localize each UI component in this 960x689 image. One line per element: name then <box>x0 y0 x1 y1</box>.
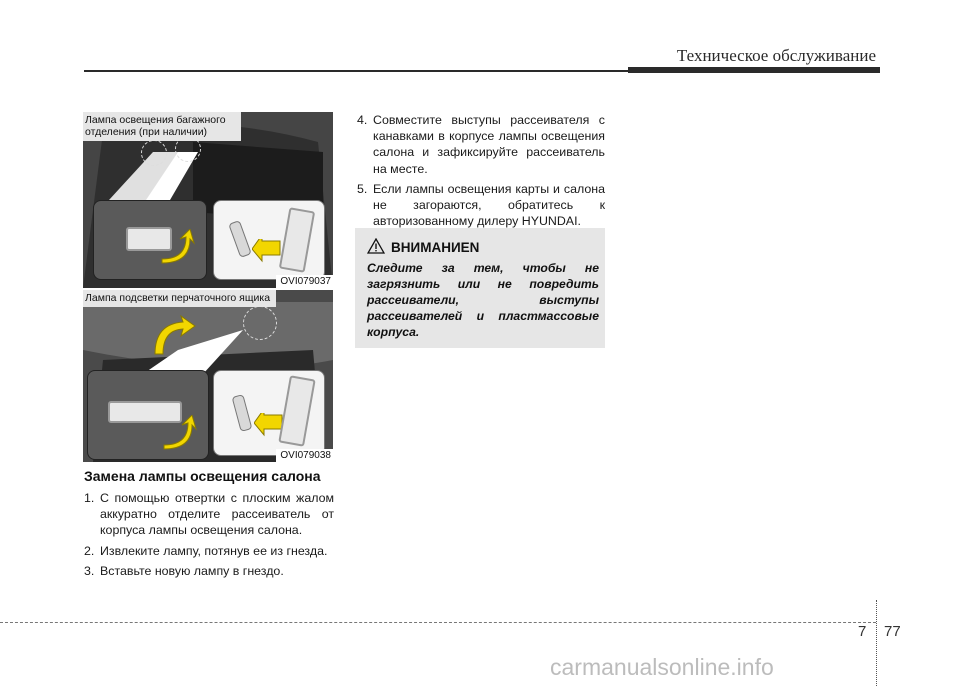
lamp-closeup-inset <box>87 370 209 460</box>
curved-arrow-icon <box>156 229 196 265</box>
festoon-bulb <box>228 220 252 258</box>
page-number-separator <box>876 600 877 686</box>
lamp-housing <box>279 207 315 273</box>
list-item <box>357 112 605 177</box>
list-item <box>84 490 334 539</box>
step-text: С помощью отвертки с плоским жалом аккуратно отделите рассеиватель от корпуса лампы освещения салона. <box>100 491 334 538</box>
steps-list-right <box>357 112 605 233</box>
bulb-diagram-inset <box>213 200 325 280</box>
lamp-closeup-inset <box>93 200 207 280</box>
warning-triangle-icon <box>367 238 385 254</box>
figure-label: Лампа подсветки перчаточного ящика <box>83 290 276 307</box>
bulb-diagram-inset <box>213 370 325 456</box>
step-text: Извлеките лампу, потянув ее из гнезда. <box>100 543 328 558</box>
header-bar <box>628 67 880 73</box>
step-number: 5. <box>357 181 368 196</box>
step-text: Совместите выступы рассеивателя с канавками в корпусе лампы освещения салона и зафиксируйте рассеиватель на месте. <box>373 113 605 176</box>
caution-title: ВНИМАНИЕN <box>391 240 480 255</box>
section-heading: Замена лампы освещения салона <box>84 468 321 484</box>
steps-list-left <box>84 490 334 583</box>
footer-rule <box>0 622 876 623</box>
figure-glovebox-lamp <box>83 290 333 462</box>
page-number: 77 <box>884 623 901 640</box>
figure-code: OVI079038 <box>276 449 333 462</box>
step-text: Если лампы освещения карты и салона не загораются, обратитесь к авторизованному дилеру HYUNDAI. <box>373 181 605 229</box>
caution-text: Следите за тем, чтобы не загрязнить или не повредить рассеиватели, выступы рассеивателей и пластмассовые корпуса. <box>367 261 599 339</box>
header-title: Техническое обслуживание <box>676 46 876 65</box>
curved-arrow-icon <box>149 314 199 360</box>
watermark: carmanualsonline.info <box>550 654 774 680</box>
curved-arrow-icon <box>158 415 198 451</box>
highlight-circle <box>141 140 167 166</box>
step-text: Вставьте новую лампу в гнездо. <box>100 563 284 578</box>
list-item <box>84 563 334 579</box>
step-number: 3. <box>84 563 95 578</box>
figure-code: OVI079037 <box>276 275 333 288</box>
list-item <box>84 543 334 559</box>
step-number: 2. <box>84 543 95 558</box>
caution-box <box>355 228 605 348</box>
step-number: 4. <box>357 113 368 127</box>
chapter-number: 7 <box>858 623 867 640</box>
lamp-housing <box>278 375 315 446</box>
arrow-icon <box>252 239 282 263</box>
list-item <box>357 181 605 230</box>
step-number: 1. <box>84 491 95 505</box>
highlight-circle <box>243 306 277 340</box>
festoon-bulb <box>232 394 253 432</box>
figure-label: Лампа освещения багажного отделения (при наличии) <box>83 112 241 141</box>
figure-trunk-lamp <box>83 112 333 288</box>
